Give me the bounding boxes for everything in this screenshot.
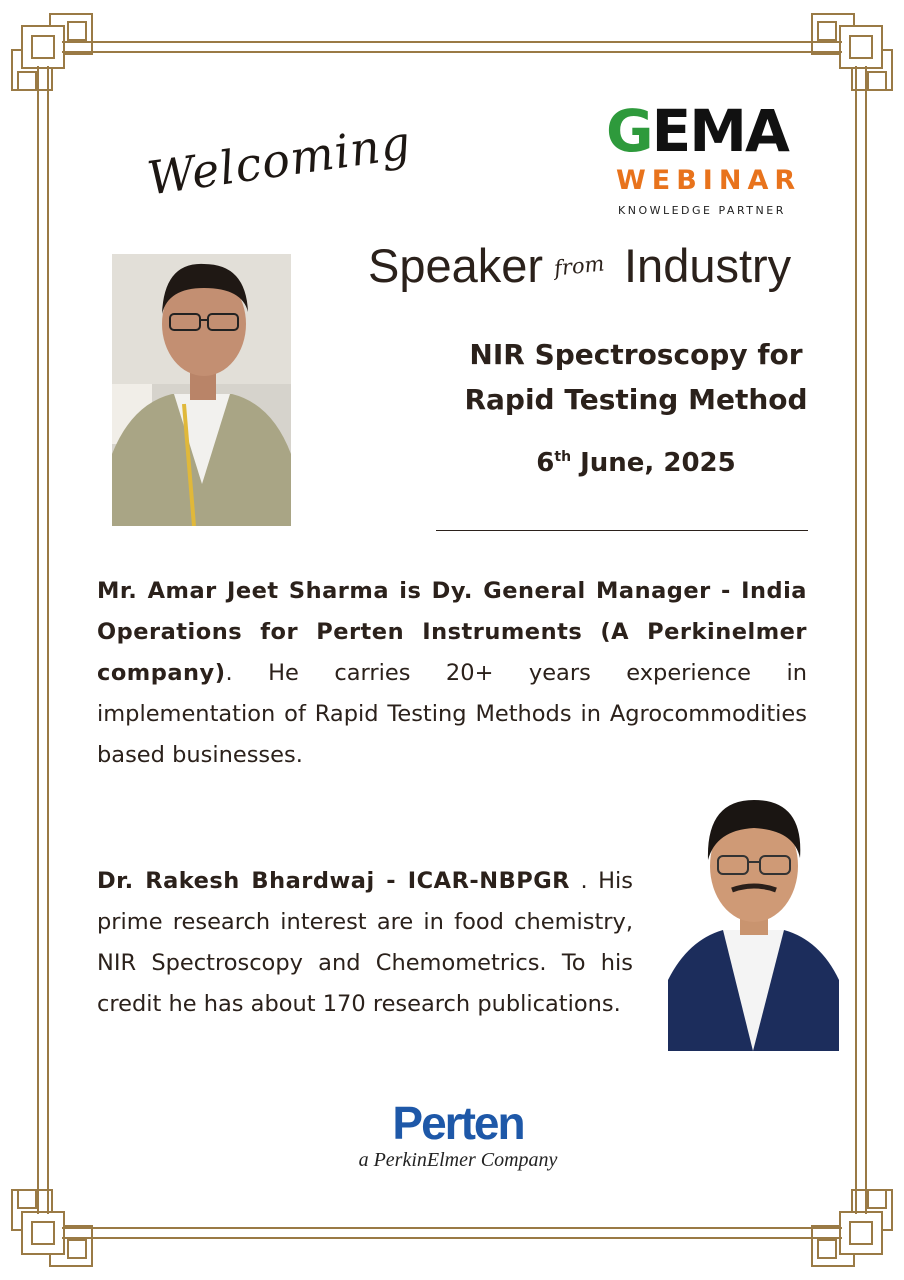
perten-logo [348,1098,568,1178]
title-line-2: Rapid Testing Method [464,383,808,416]
event-date [436,448,836,478]
date-suffix: th [554,449,572,465]
perten-wordmark: Perten [392,1097,524,1149]
divider [436,530,808,531]
speaker1-bio-bold: Mr. Amar Jeet Sharma is Dy. General Manager - India Operations for Perten Instruments (A Perkinelmer company) [97,577,807,686]
webinar-label: WEBINAR [616,165,802,196]
knowledge-partner-label: KNOWLEDGE PARTNER [618,204,786,217]
gema-webinar-logo [606,96,806,226]
speaker2-bio-rest: . His prime research interest are in food chemistry, NIR Spectroscopy and Chemometrics. To his credit he has about 170 research publications. [97,867,633,1017]
industry-word: Industry [624,239,792,292]
from-script: from [552,251,606,281]
speaker1-bio [97,571,807,776]
date-day: 6 [536,448,555,478]
speaker1-photo [112,254,291,526]
speaker2-photo [668,790,839,1051]
speaker1-bio-rest: . He carries 20+ years experience in implementation of Rapid Testing Methods in Agrocommodities based businesses. [97,659,807,768]
welcoming-script: Welcoming [144,115,415,206]
speaker2-bio-bold: Dr. Rakesh Bhardwaj - ICAR-NBPGR [97,867,571,894]
title-line-1: NIR Spectroscopy for [469,338,803,371]
speaker-word: Speaker [368,239,544,292]
speaker-from-industry-heading [368,232,818,302]
speaker2-bio [97,861,633,1025]
webinar-title [436,332,836,422]
gema-wordmark [606,96,788,166]
date-rest: June, 2025 [571,448,736,478]
perten-tagline: a PerkinElmer Company [358,1149,558,1171]
gema-g-letter: G [606,97,652,165]
gema-rest-letters: EMA [651,97,788,165]
